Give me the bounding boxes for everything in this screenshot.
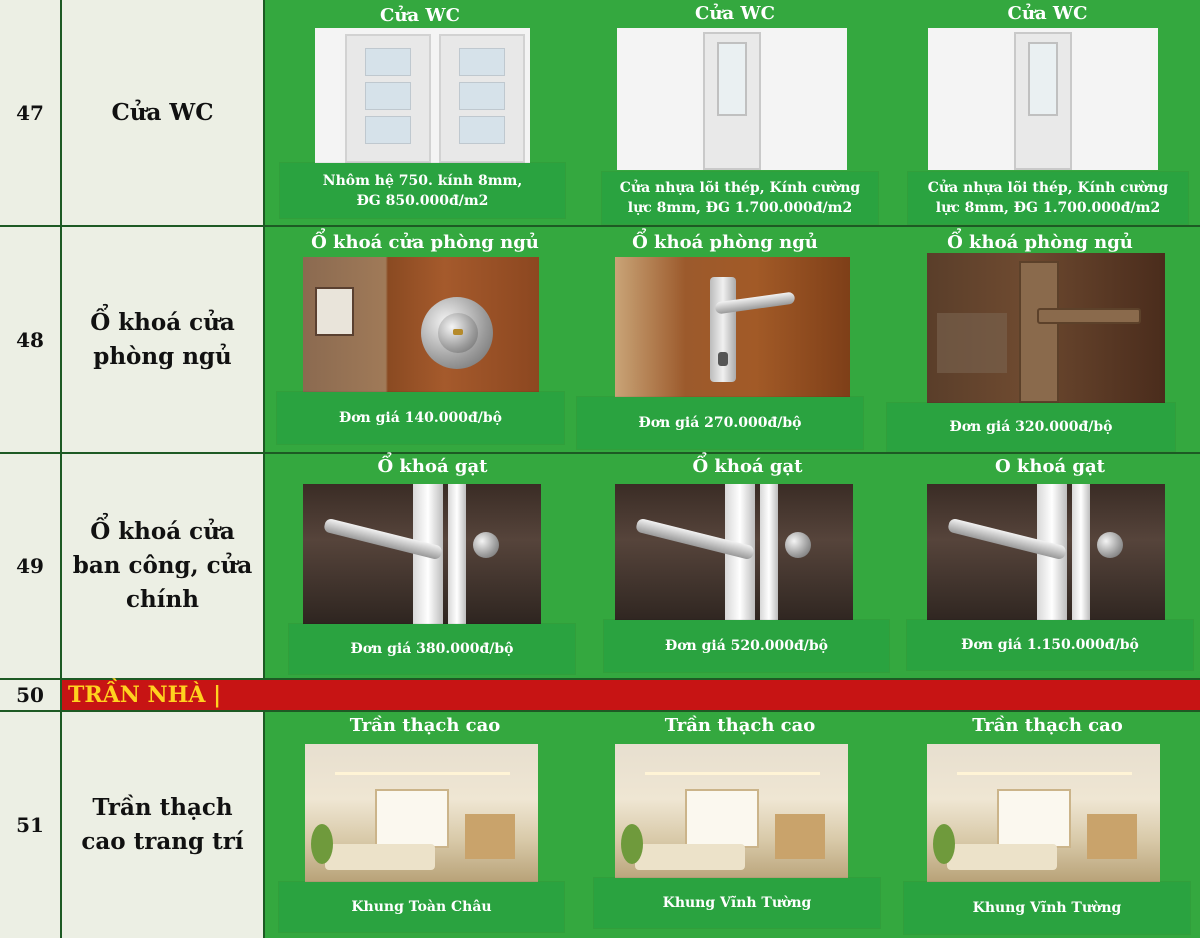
product-caption: Đơn giá 1.150.000đ/bộ — [907, 620, 1193, 670]
door-image — [315, 28, 530, 163]
ceiling-image — [305, 744, 538, 882]
product-cell — [285, 454, 580, 680]
door-image — [617, 28, 847, 170]
product-title: Ổ khoá cửa phòng ngủ — [311, 232, 539, 253]
product-title: Cửa WC — [695, 3, 775, 24]
lock-image — [927, 253, 1165, 403]
product-title: O khoá gạt — [994, 456, 1105, 477]
section-title: TRẦN NHÀ | — [68, 682, 222, 708]
product-cell — [900, 712, 1195, 938]
lock-image — [615, 484, 853, 624]
table-row — [0, 454, 1200, 680]
item-name: Cửa WC — [62, 0, 265, 225]
product-title: Trần thạch cao — [972, 715, 1123, 736]
product-cell — [600, 454, 895, 680]
product-cell — [575, 227, 875, 454]
product-caption: Đơn giá 520.000đ/bộ — [604, 620, 889, 672]
section-header-row — [0, 680, 1200, 712]
product-cell — [905, 454, 1195, 680]
lock-image — [303, 257, 539, 392]
row-number: 51 — [0, 712, 62, 938]
product-title: Ổ khoá phòng ngủ — [947, 232, 1133, 253]
product-cell — [885, 227, 1195, 454]
lock-image — [615, 257, 850, 397]
table-row — [0, 712, 1200, 938]
product-title: Ổ khoá gạt — [377, 456, 488, 477]
product-title: Ổ khoá gạt — [692, 456, 803, 477]
row-number: 48 — [0, 227, 62, 452]
product-caption: Đơn giá 380.000đ/bộ — [289, 624, 575, 674]
product-caption: Đơn giá 320.000đ/bộ — [887, 403, 1175, 451]
product-title: Trần thạch cao — [664, 715, 816, 736]
row-number: 47 — [0, 0, 62, 225]
row-number: 50 — [0, 680, 62, 710]
product-caption: Cửa nhựa lõi thép, Kính cường lực 8mm, ĐG 1.700.000đ/m2 — [908, 172, 1188, 224]
product-caption: Khung Vĩnh Tường — [594, 878, 880, 928]
ceiling-image — [927, 744, 1160, 882]
product-caption: Khung Vĩnh Tường — [904, 882, 1190, 934]
product-cell — [275, 0, 565, 227]
product-caption: Khung Toàn Châu — [279, 882, 564, 932]
ceiling-image — [615, 744, 848, 882]
product-title: Cửa WC — [380, 5, 460, 26]
item-name: Trần thạch cao trang trí — [62, 712, 265, 938]
product-cell — [275, 227, 575, 454]
item-name: Ổ khoá cửa phòng ngủ — [62, 227, 265, 452]
row-number: 49 — [0, 454, 62, 678]
lock-image — [303, 484, 541, 624]
table-row — [0, 227, 1200, 454]
product-caption: Nhôm hệ 750. kính 8mm, ĐG 850.000đ/m2 — [280, 163, 565, 218]
product-title: Ổ khoá phòng ngủ — [632, 232, 818, 253]
door-image — [928, 28, 1158, 170]
item-name: Ổ khoá cửa ban công, cửa chính — [62, 454, 265, 678]
product-cell — [590, 712, 890, 938]
product-cell — [900, 0, 1195, 227]
lock-image — [927, 484, 1165, 624]
product-caption: Đơn giá 140.000đ/bộ — [277, 392, 564, 444]
product-title: Cửa WC — [1007, 3, 1088, 24]
product-title: Trần thạch cao — [349, 715, 501, 736]
product-caption: Cửa nhựa lõi thép, Kính cường lực 8mm, ĐG 1.700.000đ/m2 — [602, 172, 878, 224]
table-row — [0, 0, 1200, 227]
product-cell — [590, 0, 880, 227]
product-cell — [275, 712, 575, 938]
product-caption: Đơn giá 270.000đ/bộ — [577, 397, 863, 449]
